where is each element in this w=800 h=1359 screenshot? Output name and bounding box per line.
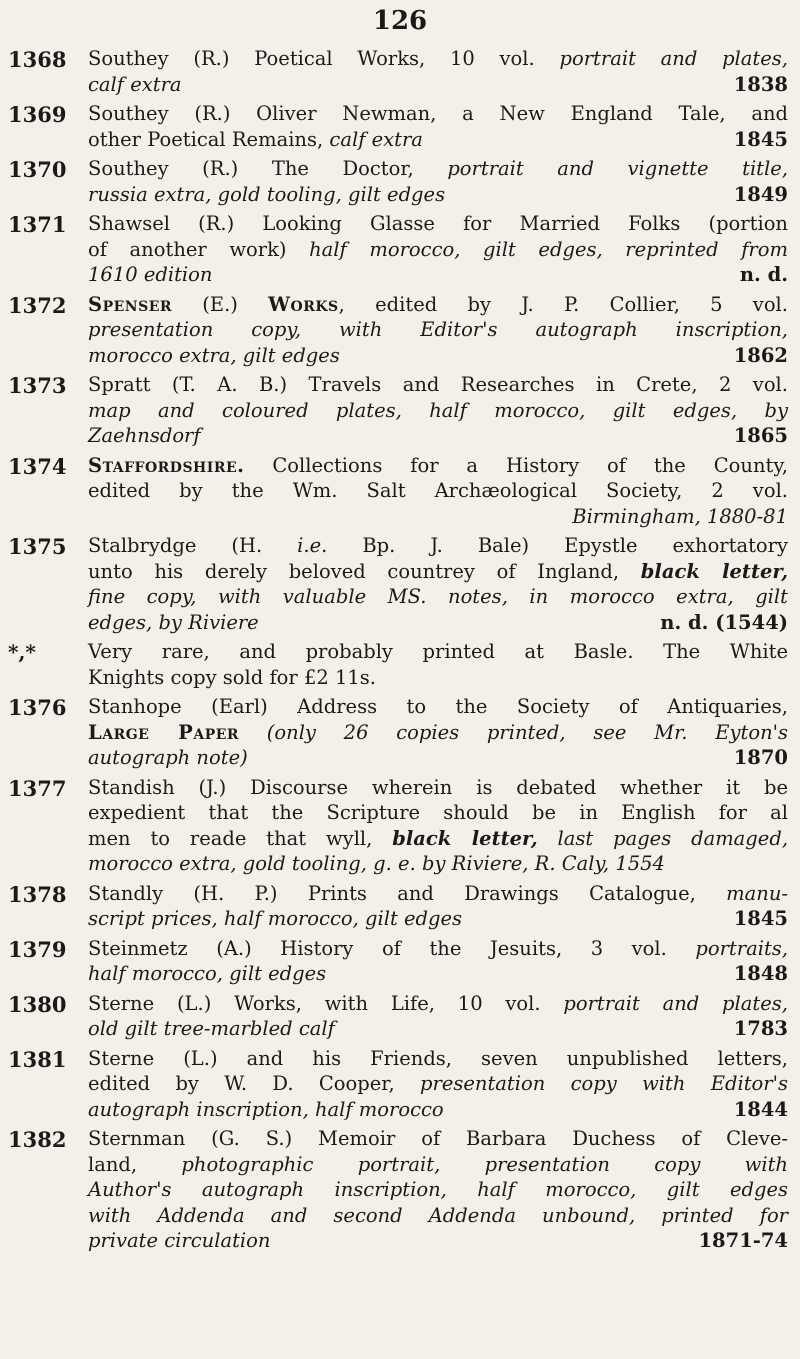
line-text — [88, 238, 788, 261]
publication-date: 1848 — [733, 962, 788, 985]
line-text — [88, 399, 788, 422]
line-text — [88, 423, 201, 449]
text-run: Shawsel (R.) Looking Glasse for Married Folks (portion — [88, 212, 788, 235]
catalogue-entry — [8, 156, 788, 207]
line-text — [88, 454, 788, 477]
entry-line — [88, 237, 788, 263]
entry-text — [88, 292, 788, 369]
entry-line — [88, 423, 788, 449]
line-text — [88, 262, 212, 288]
text-run: Southey (R.) The Doctor, — [88, 157, 448, 180]
line-text — [88, 882, 788, 905]
line-text — [88, 721, 788, 744]
publication-date: 1849 — [733, 182, 788, 206]
entry-line — [88, 851, 788, 877]
entry-line — [88, 1046, 788, 1072]
imprint: Birmingham, 1880-81 — [572, 504, 788, 528]
entry-line — [88, 610, 788, 636]
text-run: Stanhope (Earl) Address to the Society of Antiquaries, — [88, 695, 788, 718]
line-text — [88, 695, 788, 718]
lot-number: 1380 — [8, 991, 67, 1017]
entry-line — [88, 46, 788, 72]
small-caps-run: Spenser — [88, 292, 172, 316]
catalogue-entry — [8, 292, 788, 369]
line-text — [88, 293, 788, 316]
catalogue-entry — [8, 46, 788, 97]
entry-line — [88, 101, 788, 127]
text-run — [538, 827, 558, 850]
line-text — [88, 1127, 788, 1150]
entry-line — [88, 317, 788, 343]
line-text — [88, 102, 788, 125]
line-text — [88, 479, 788, 502]
entry-line — [88, 936, 788, 962]
entry-text — [88, 372, 788, 449]
lot-number: 1373 — [8, 373, 67, 398]
line-text — [88, 776, 788, 799]
entry-line — [88, 533, 788, 559]
entry-line — [88, 211, 788, 237]
text-run: other Poetical Remains, — [88, 127, 330, 151]
catalogue-entry — [8, 1046, 788, 1123]
text-run: (E.) — [172, 292, 269, 316]
line-text — [88, 343, 340, 369]
lot-number: 1376 — [8, 695, 67, 720]
entry-line — [88, 262, 788, 288]
publication-date: 1871-74 — [698, 1229, 788, 1252]
entry-text — [88, 453, 788, 530]
entry-line — [88, 720, 788, 746]
publication-date: 1783 — [733, 1017, 788, 1040]
entry-text — [88, 1126, 788, 1254]
entry-text — [88, 101, 788, 152]
line-text — [88, 665, 376, 691]
italic-run: manu- — [726, 881, 788, 905]
entry-text — [88, 211, 788, 288]
line-text — [88, 72, 182, 98]
line-text — [572, 505, 788, 528]
text-run: men to reade that wyll, — [88, 826, 393, 850]
publication-date: 1865 — [733, 424, 788, 447]
entry-line — [88, 478, 788, 504]
text-run: Southey (R.) Oliver Newman, a New England Tale, and — [88, 102, 788, 125]
entry-line — [88, 453, 788, 479]
italic-run: presentation copy with Editor's — [420, 1072, 788, 1095]
entry-line — [88, 127, 788, 153]
line-text — [88, 1047, 788, 1070]
text-run: Very rare, and probably printed at Basle. The White — [88, 640, 788, 663]
entry-text — [88, 694, 788, 771]
entry-text — [88, 639, 788, 690]
lot-number: 1379 — [8, 936, 67, 962]
line-text — [88, 534, 788, 557]
entry-line — [88, 1228, 788, 1254]
italic-run: morocco extra, gilt edges — [88, 343, 340, 367]
entry-line — [88, 372, 788, 398]
line-text — [88, 1228, 270, 1254]
line-text — [88, 992, 788, 1015]
line-text — [88, 585, 788, 608]
text-run: , edited by J. P. Collier, 5 vol. — [338, 292, 788, 316]
text-run: Sterne (L.) Works, with Life, 10 vol. — [88, 991, 564, 1015]
line-text — [88, 1016, 335, 1042]
lot-number: 1369 — [8, 102, 67, 127]
entry-line — [88, 775, 788, 801]
italic-run: edges, by Riviere — [88, 610, 259, 634]
entry-line — [88, 665, 788, 691]
entry-line — [88, 745, 788, 771]
page-number: 126 — [372, 6, 428, 36]
lot-number: 1371 — [8, 212, 67, 237]
small-caps-run: Works — [268, 292, 339, 316]
publication-date: 1845 — [733, 907, 788, 930]
black-letter-run: black letter, — [640, 559, 788, 583]
italic-run: old gilt tree-marbled calf — [88, 1017, 335, 1040]
line-text — [88, 1204, 788, 1227]
catalogue-entry — [8, 372, 788, 449]
publication-date: n. d. — [739, 263, 788, 286]
text-run: Sterne (L.) and his Friends, seven unpublished letters, — [88, 1046, 788, 1070]
italic-run: portrait and plates, — [563, 991, 788, 1015]
line-text — [88, 1153, 788, 1176]
catalogue-entry — [8, 101, 788, 152]
catalogue-entry — [8, 991, 788, 1042]
italic-run: i.e. — [297, 534, 328, 557]
italic-run: with Addenda and second Addenda unbound, printed for — [88, 1203, 788, 1227]
italic-run: Author's autograph inscription, half morocco, gilt edges — [88, 1178, 788, 1201]
italic-run: Zaehnsdorf — [88, 424, 201, 447]
italic-run: portrait and vignette title, — [447, 157, 788, 180]
line-text — [88, 212, 788, 235]
line-text — [88, 610, 259, 636]
lot-number: 1381 — [8, 1046, 67, 1072]
entry-text — [88, 936, 788, 987]
text-run: Southey (R.) Poetical Works, 10 vol. — [88, 47, 560, 70]
lot-number: 1378 — [8, 881, 67, 907]
entry-line — [88, 991, 788, 1017]
entry-text — [88, 991, 788, 1042]
lot-number: 1370 — [8, 157, 67, 182]
black-letter-run: black letter, — [392, 826, 538, 850]
text-run: Bp. J. Bale) Epystle exhortatory — [327, 534, 789, 557]
entry-line — [88, 1126, 788, 1152]
line-text — [88, 961, 326, 987]
italic-run: fine copy, with valuable MS. notes, in morocco extra, gilt — [88, 585, 788, 608]
italic-run: russia extra, gold tooling, gilt edges — [88, 182, 446, 206]
text-run: of another work) — [88, 237, 310, 261]
entry-line — [88, 182, 788, 208]
line-text — [88, 745, 248, 771]
publication-date: 1844 — [733, 1097, 788, 1121]
lot-number: 1382 — [8, 1127, 67, 1152]
line-text — [88, 560, 788, 583]
text-run: expedient that the Scripture should be in English for al — [88, 801, 788, 824]
italic-run: portraits, — [695, 936, 788, 960]
entry-line — [88, 398, 788, 424]
line-text — [88, 1097, 444, 1123]
line-text — [88, 182, 445, 208]
line-text — [88, 640, 788, 663]
line-text — [88, 937, 788, 960]
publication-date: 1838 — [733, 72, 788, 96]
entry-line — [88, 156, 788, 182]
italic-run: map and coloured plates, half morocco, gilt edges, by — [88, 398, 788, 422]
italic-run: autograph note) — [88, 746, 248, 769]
line-text — [88, 47, 788, 70]
line-text — [88, 827, 788, 850]
entry-line — [88, 1071, 788, 1097]
entry-text — [88, 1046, 788, 1123]
entry-line — [88, 343, 788, 369]
publication-date: 1845 — [733, 127, 788, 151]
lot-number: 1372 — [8, 292, 67, 318]
lot-number: 1368 — [8, 47, 67, 72]
italic-run: half morocco, gilt edges, reprinted from — [309, 237, 788, 261]
entry-text — [88, 46, 788, 97]
publication-date: 1862 — [733, 343, 788, 367]
text-run: edited by W. D. Cooper, — [88, 1072, 421, 1095]
entry-text — [88, 881, 788, 932]
entry-line — [88, 961, 788, 987]
entry-line — [88, 1177, 788, 1203]
entry-line — [88, 72, 788, 98]
text-run: Steinmetz (A.) History of the Jesuits, 3 vol. — [88, 936, 696, 960]
text-run: land, — [88, 1152, 182, 1176]
publication-date: n. d. (1544) — [660, 610, 788, 634]
catalogue-entry — [8, 775, 788, 877]
entry-text — [88, 775, 788, 877]
entry-line — [88, 1152, 788, 1178]
entry-line — [88, 694, 788, 720]
text-run: edited by the Wm. Salt Archæological Society, 2 vol. — [88, 479, 788, 502]
italic-run: script prices, half morocco, gilt edges — [88, 907, 463, 930]
italic-run: half morocco, gilt edges — [88, 962, 327, 985]
italic-run: portrait and plates, — [559, 47, 788, 70]
entry-line — [88, 1016, 788, 1042]
text-run: unto his derely beloved countrey of Ingland, — [88, 559, 641, 583]
line-text — [88, 373, 788, 396]
catalogue-note — [8, 639, 788, 690]
lot-number: *,* — [8, 640, 36, 664]
entries-list — [8, 46, 788, 1258]
catalogue-entry — [8, 453, 788, 530]
entry-line — [88, 504, 788, 530]
catalogue-entry — [8, 211, 788, 288]
italic-run: morocco extra, gold tooling, g. e. by Riviere, R. Caly, 1554 — [88, 852, 665, 875]
entry-line — [88, 639, 788, 665]
line-text — [88, 906, 462, 932]
entry-line — [88, 906, 788, 932]
lot-number: 1374 — [8, 453, 67, 479]
entry-line — [88, 1203, 788, 1229]
text-run: Stalbrydge (H. — [88, 534, 298, 557]
line-text — [88, 127, 423, 153]
italic-run: calf extra — [88, 72, 182, 96]
entry-line — [88, 584, 788, 610]
entry-line — [88, 826, 788, 852]
text-run — [239, 721, 267, 744]
entry-line — [88, 559, 788, 585]
text-run: Spratt (T. A. B.) Travels and Researches in Crete, 2 vol. — [88, 373, 788, 396]
publication-date: 1870 — [733, 746, 788, 769]
line-text — [88, 1178, 788, 1201]
italic-run: 1610 edition — [88, 263, 213, 286]
line-text — [88, 1072, 788, 1095]
text-run: Sternman (G. S.) Memoir of Barbara Duchess of Cleve- — [88, 1127, 788, 1150]
catalogue-entry — [8, 694, 788, 771]
line-text — [88, 157, 788, 180]
lot-number: 1377 — [8, 775, 67, 801]
small-caps-run: Large Paper — [88, 720, 240, 744]
italic-run: autograph inscription, half morocco — [88, 1097, 444, 1121]
italic-run: photographic portrait, presentation copy with — [181, 1152, 788, 1176]
catalogue-entry — [8, 1126, 788, 1254]
entry-line — [88, 1097, 788, 1123]
text-run: Knights copy sold for £2 11s. — [88, 665, 376, 689]
small-caps-run: Staffordshire. — [88, 453, 245, 477]
catalogue-entry — [8, 881, 788, 932]
entry-line — [88, 881, 788, 907]
entry-line — [88, 800, 788, 826]
lot-number: 1375 — [8, 534, 67, 559]
text-run: Standly (H. P.) Prints and Drawings Catalogue, — [88, 881, 727, 905]
catalogue-entry — [8, 936, 788, 987]
text-run: Standish (J.) Discourse wherein is debated whether it be — [88, 775, 788, 799]
entry-text — [88, 533, 788, 635]
line-text — [88, 851, 665, 877]
entry-line — [88, 292, 788, 318]
italic-run: (only 26 copies printed, see Mr. Eyton's — [266, 720, 788, 744]
entry-text — [88, 156, 788, 207]
catalogue-entry — [8, 533, 788, 635]
line-text — [88, 318, 788, 341]
italic-run: calf extra — [329, 127, 423, 151]
italic-run: private circulation — [88, 1229, 271, 1252]
text-run: Collections for a History of the County, — [244, 453, 788, 477]
line-text — [88, 801, 788, 824]
italic-run: last pages damaged, — [557, 826, 789, 850]
italic-run: presentation copy, with Editor's autograph inscription, — [88, 318, 788, 341]
